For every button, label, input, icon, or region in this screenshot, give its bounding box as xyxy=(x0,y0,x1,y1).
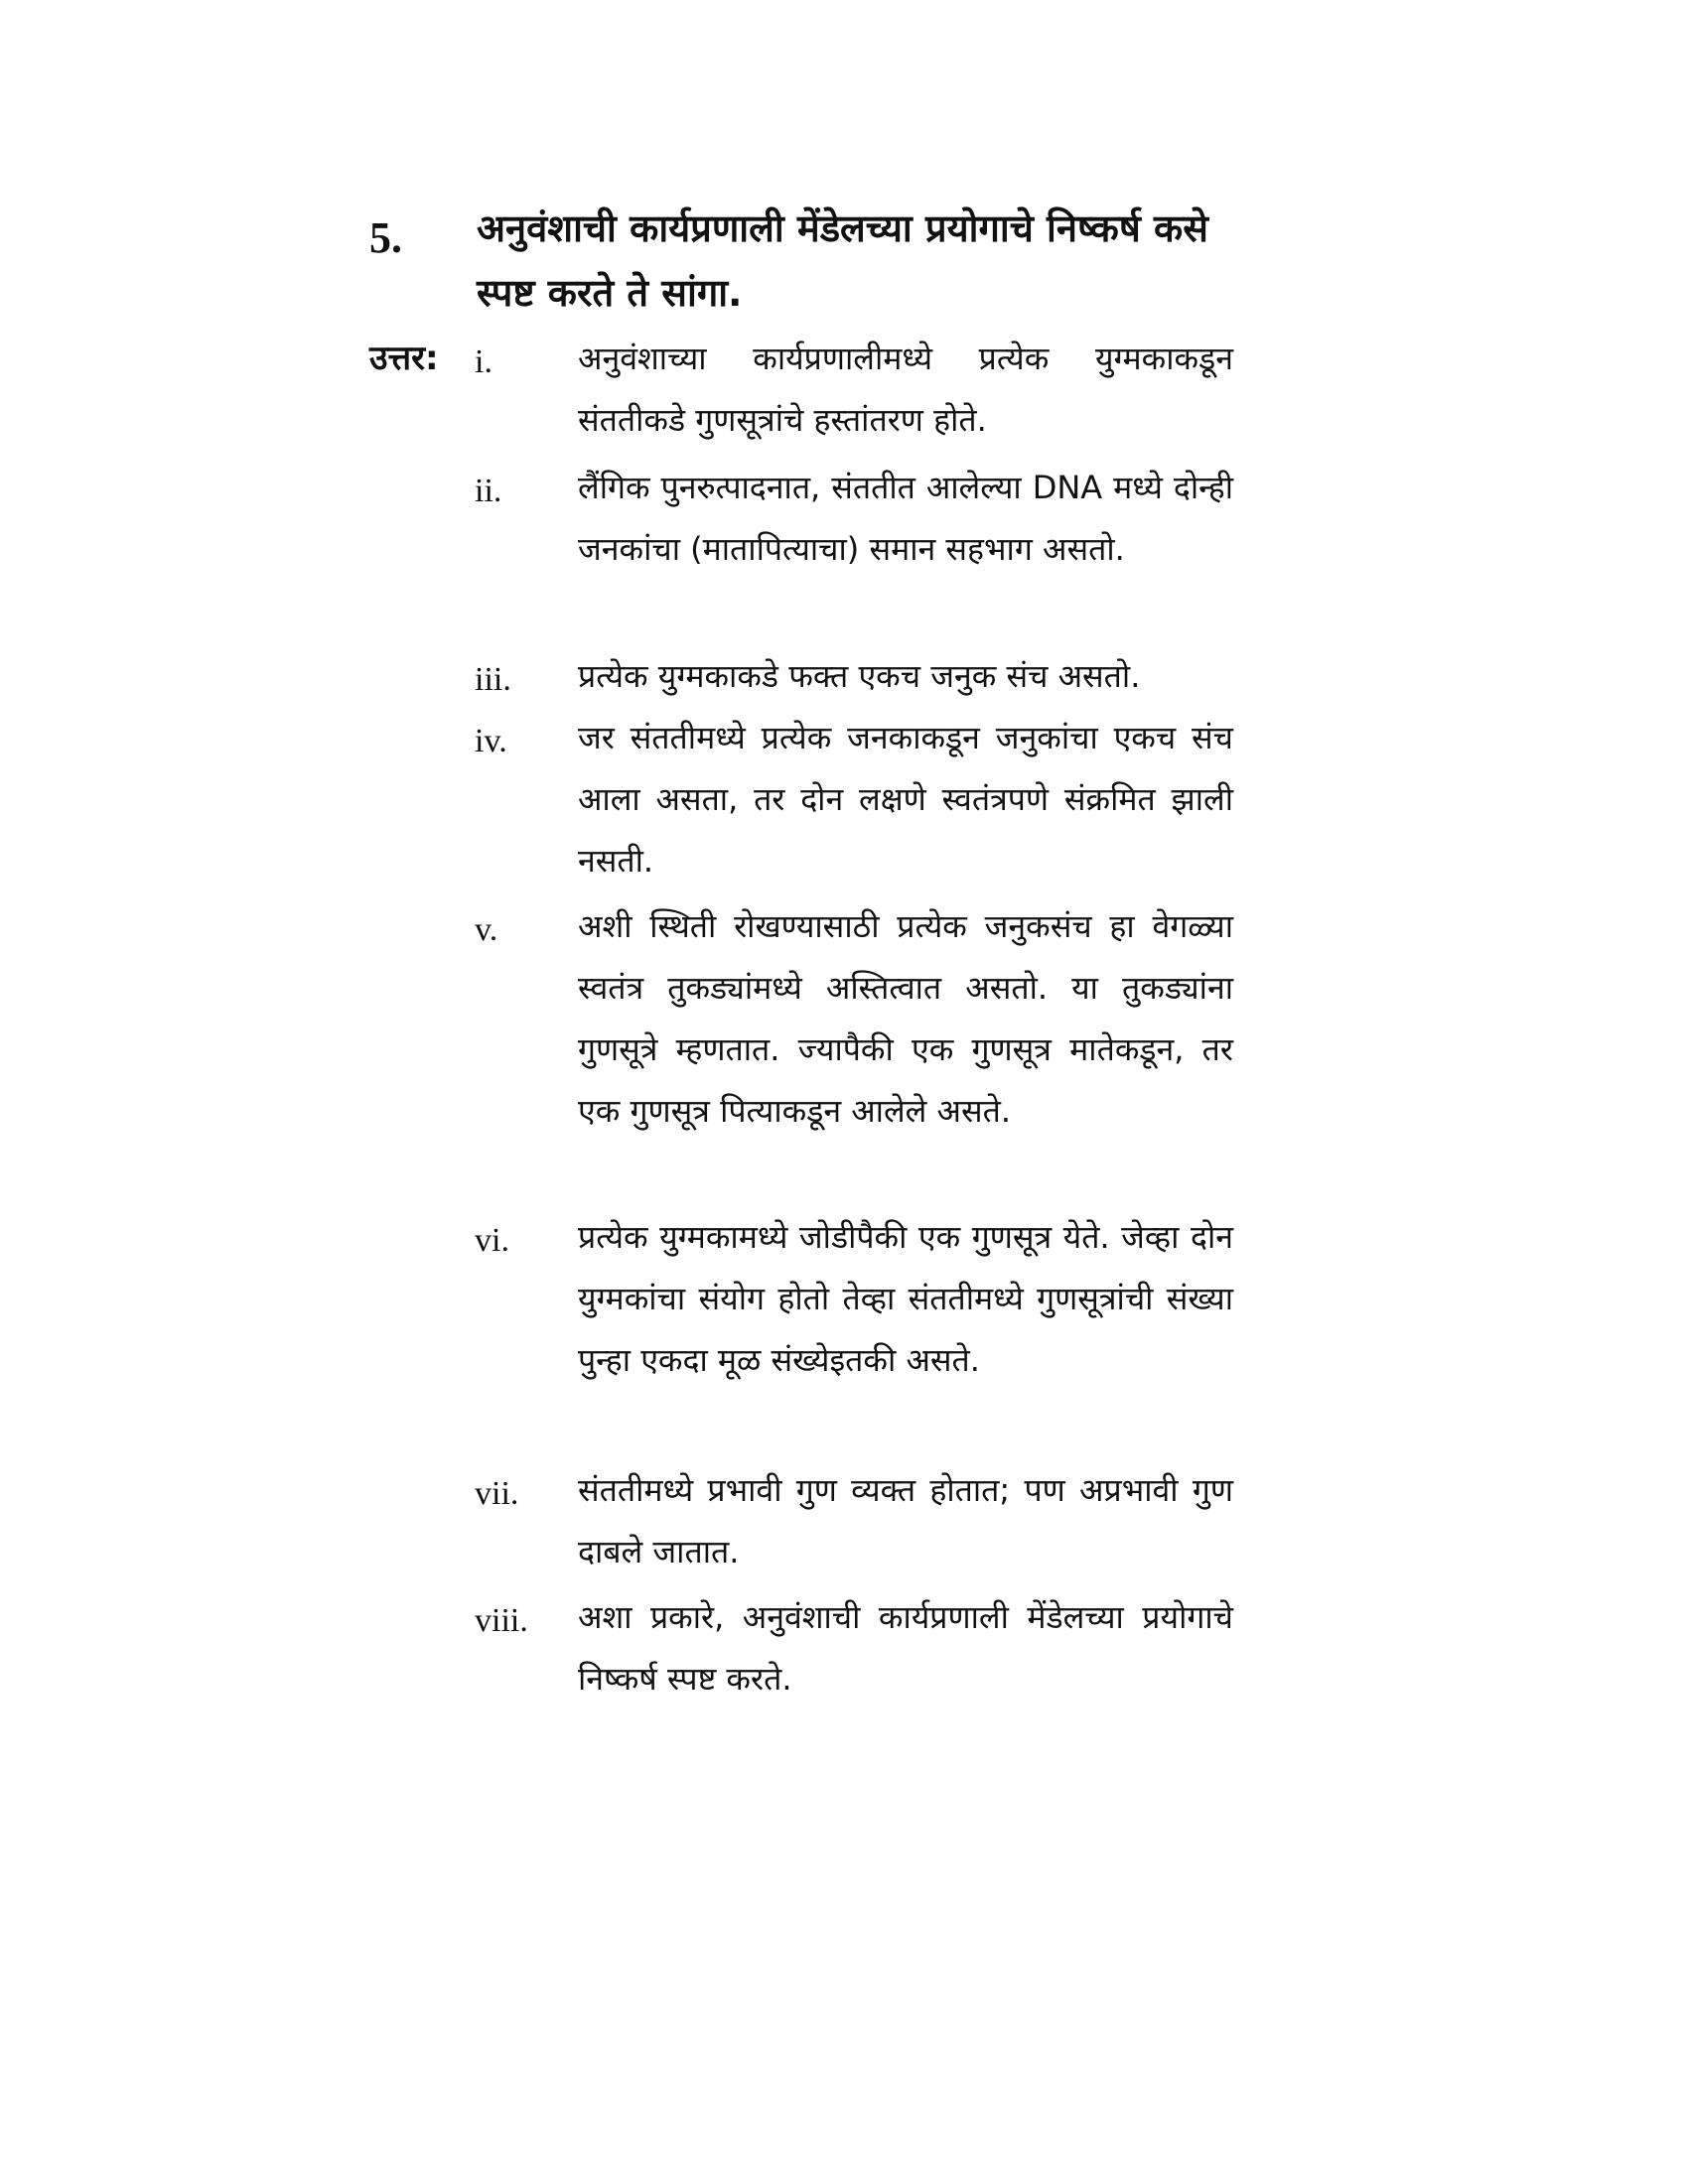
point-text: प्रत्येक युग्मकामध्ये जोडीपैकी एक गुणसूत्र येते. जेव्हा दोन युग्मकांचा संयोग होतो तेव्हा संततीमध्ये गुणसूत्रांची संख्या पुन्हा एकदा मूळ संख्येइतकी असते. xyxy=(578,1218,1233,1379)
point-number: vii. xyxy=(475,1475,519,1512)
point-number: iv. xyxy=(475,723,507,759)
point-text: लैंगिक पुनरुत्पादनात, संततीत आलेल्या DNA मध्ये दोन्ही जनकांचा (मातापित्याचा) समान सहभाग असतो. xyxy=(578,469,1233,568)
point-number: iii. xyxy=(475,661,511,698)
point-number: ii. xyxy=(475,473,502,509)
question-number: 5. xyxy=(369,213,402,262)
point-text: संततीमध्ये प्रभावी गुण व्यक्त होतात; पण अप्रभावी गुण दाबले जातात. xyxy=(578,1471,1233,1570)
point-number: i. xyxy=(475,343,492,380)
point-text: अशी स्थिती रोखण्यासाठी प्रत्येक जनुकसंच हा वेगळ्या स्वतंत्र तुकड्यांमध्ये अस्तित्वात असतो. या तुकड्यांना गुणसूत्रे म्हणतात. ज्यापैकी एक गुणसूत्र मातेकडून, तर एक गुणसूत्र पित्याकडून आलेले असते. xyxy=(578,907,1233,1130)
point-number: v. xyxy=(475,911,498,948)
point-number: viii. xyxy=(475,1602,528,1639)
point-text: अनुवंशाच्या कार्यप्रणालीमध्ये प्रत्येक युग्मकाकडून संततीकडे गुणसूत्रांचे हस्तांतरण होते. xyxy=(578,340,1233,439)
point-text: प्रत्येक युग्मकाकडे फक्त एकच जनुक संच असतो. xyxy=(578,657,1141,695)
point-number: vi. xyxy=(475,1222,509,1259)
point-text: जर संततीमध्ये प्रत्येक जनकाकडून जनुकांचा एकच संच आला असता, तर दोन लक्षणे स्वतंत्रपणे संक्रमित झाली नसती. xyxy=(578,719,1233,880)
point-text: अशा प्रकारे, अनुवंशाची कार्यप्रणाली मेंडेलच्या प्रयोगाचे निष्कर्ष स्पष्ट करते. xyxy=(578,1598,1233,1698)
answer-label: उत्तर: xyxy=(369,339,439,378)
question-text: अनुवंशाची कार्यप्रणाली मेंडेलच्या प्रयोगाचे निष्कर्ष कसे स्पष्ट करते ते सांगा. xyxy=(477,206,1208,315)
